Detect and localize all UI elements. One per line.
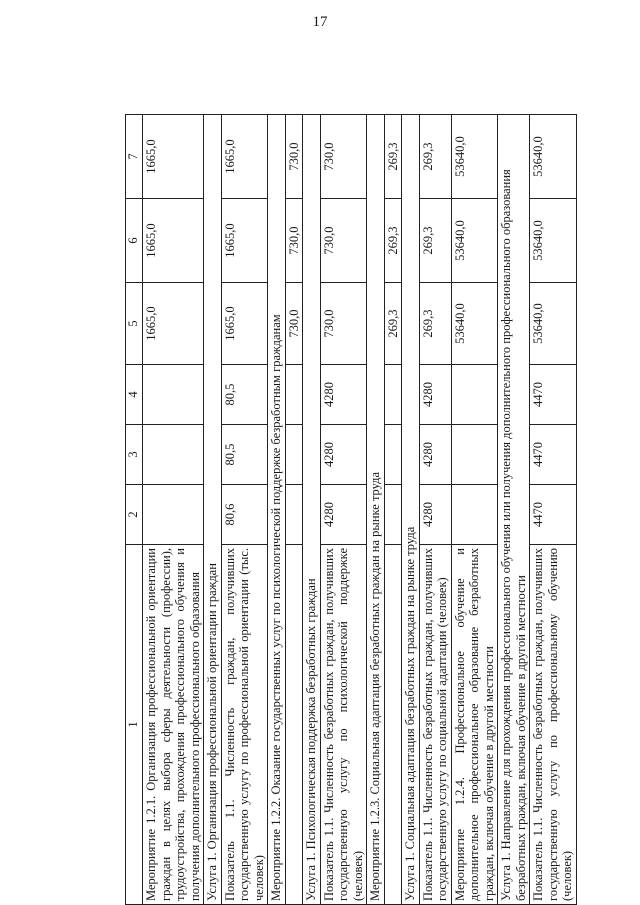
section-row [204,115,222,905]
value-cell: 1665,0 [143,199,204,283]
value-cell: 269,3 [384,199,402,283]
value-cell [285,365,303,425]
header-cell: 4 [126,365,143,425]
row-label: Показатель 1.1. Численность безработных граждан, получивших государственную услугу по профессиональному обучению (человек) [530,545,577,905]
value-cell: 269,3 [384,283,402,365]
value-cell [143,485,204,545]
value-cell: 4280 [320,425,367,485]
section-row [268,115,286,905]
section-label: Услуга 1. Направление для прохождения профессионального обучения или получения дополнительного профессионального образования безработных граждан, включая обучение в другой местности [498,115,530,905]
table-row [530,115,577,905]
value-cell: 1665,0 [221,283,268,365]
header-cell: 7 [126,115,143,199]
value-cell [384,365,402,425]
value-cell [285,485,303,545]
value-cell [451,365,498,425]
value-cell: 53640,0 [530,115,577,199]
value-cell: 53640,0 [451,199,498,283]
table-row [221,115,268,905]
header-cell: 2 [126,485,143,545]
header-cell: 6 [126,199,143,283]
rotated-table-container [125,115,574,905]
value-cell: 4280 [320,485,367,545]
value-cell: 730,0 [285,115,303,199]
value-cell: 730,0 [320,283,367,365]
value-cell: 730,0 [320,115,367,199]
value-cell [384,425,402,485]
value-cell: 4280 [419,425,451,485]
value-cell: 4470 [530,485,577,545]
header-row [126,115,143,905]
value-cell: 269,3 [419,199,451,283]
value-cell: 730,0 [320,199,367,283]
section-row [498,115,530,905]
section-label: Услуга 1. Социальная адаптация безработных граждан на рынке труда [402,115,420,905]
value-cell [143,365,204,425]
header-cell: 3 [126,425,143,485]
value-cell [451,425,498,485]
value-cell: 53640,0 [451,115,498,199]
section-label: Мероприятие 1.2.2. Оказание государственных услуг по психологической поддержке безработным гражданам [268,115,286,905]
row-label: Показатель 1.1. Численность граждан, получивших государственную услугу по профессиональной ориентации (тыс. человек) [221,545,268,905]
value-cell: 53640,0 [530,199,577,283]
section-label: Мероприятие 1.2.3. Социальная адаптация безработных граждан на рынке труда [367,115,385,905]
header-cell: 1 [126,545,143,905]
value-cell: 4280 [320,365,367,425]
value-cell: 4280 [419,365,451,425]
section-row [402,115,420,905]
value-cell: 80,5 [221,365,268,425]
row-label: Мероприятие 1.2.4. Профессиональное обучение и дополнительное профессиональное образование безработных граждан, включая обучение в другой местности [451,545,498,905]
value-cell [285,425,303,485]
row-label: Мероприятие 1.2.1. Организация профессиональной ориентации граждан в целях выбора сферы деятельности (профессии), трудоустройства, прохождения профессионального обучения и получения дополнительного профессионального образования [143,545,204,905]
value-cell: 80,5 [221,425,268,485]
table-row [384,115,402,905]
value-cell: 269,3 [419,283,451,365]
value-cell: 269,3 [384,115,402,199]
page-number: 17 [312,14,328,30]
value-cell: 4280 [419,485,451,545]
value-cell: 53640,0 [451,283,498,365]
row-label: Показатель 1.1. Численность безработных граждан, получивших государственную услугу по социальной адаптации (человек) [419,545,451,905]
value-cell: 1665,0 [143,115,204,199]
table-row [451,115,498,905]
value-cell: 53640,0 [530,283,577,365]
value-cell: 4470 [530,425,577,485]
section-row [303,115,321,905]
header-cell: 5 [126,283,143,365]
value-cell [384,485,402,545]
budget-table [125,114,577,905]
value-cell: 80,6 [221,485,268,545]
value-cell [143,425,204,485]
section-row [367,115,385,905]
value-cell: 1665,0 [143,283,204,365]
row-label [285,545,303,905]
table-row [320,115,367,905]
value-cell: 1665,0 [221,199,268,283]
value-cell [451,485,498,545]
table-row [419,115,451,905]
value-cell: 4470 [530,365,577,425]
section-label: Услуга 1. Организация профессиональной ориентации граждан [204,115,222,905]
value-cell: 1665,0 [221,115,268,199]
value-cell: 269,3 [419,115,451,199]
row-label [384,545,402,905]
value-cell: 730,0 [285,283,303,365]
row-label: Показатель 1.1. Численность безработных граждан, получивших государственную услугу по психологической поддержке (человек) [320,545,367,905]
table-row [285,115,303,905]
section-label: Услуга 1. Психологическая поддержка безработных граждан [303,115,321,905]
table-row [143,115,204,905]
value-cell: 730,0 [285,199,303,283]
